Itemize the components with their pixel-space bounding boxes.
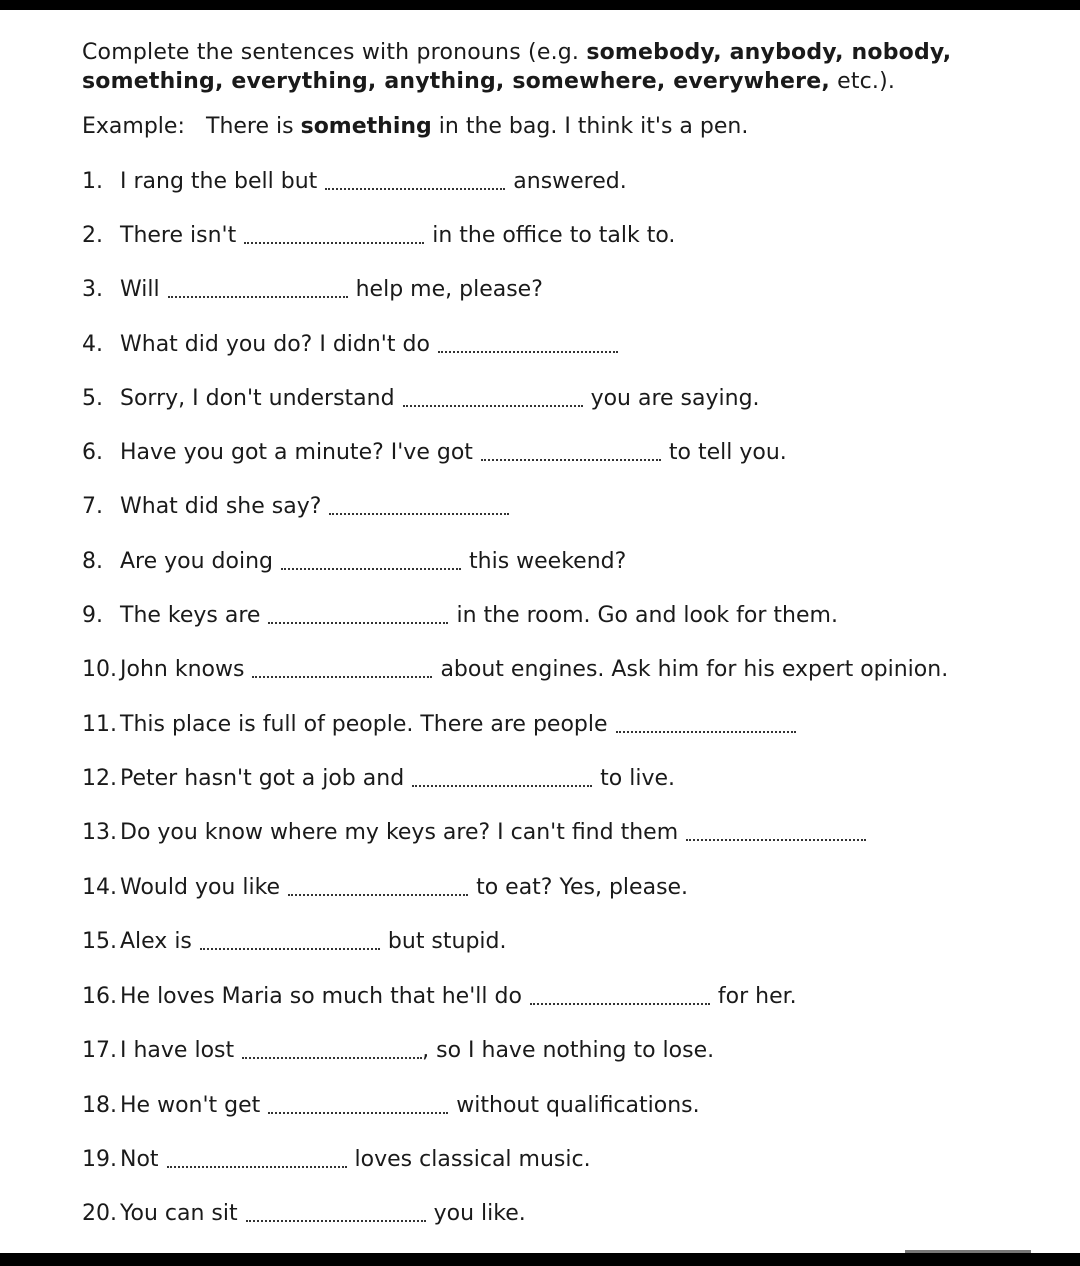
item-text-before: I rang the bell but — [120, 169, 318, 194]
answer-blank[interactable] — [246, 1199, 426, 1229]
exercise-item — [82, 167, 627, 197]
item-text-before: What did you do? I didn't do — [120, 332, 430, 357]
exercise-item — [82, 764, 675, 794]
item-number: 8. — [82, 549, 103, 574]
item-text-after: answered. — [513, 169, 627, 194]
item-text-after: help me, please? — [355, 277, 543, 302]
answer-blank[interactable] — [167, 1145, 347, 1175]
item-text-after: this weekend? — [469, 549, 627, 574]
item-text-before: Would you like — [120, 875, 281, 900]
answer-blank[interactable] — [288, 873, 468, 903]
item-text-before: Will — [120, 277, 160, 302]
exercise-item — [82, 601, 838, 631]
item-number: 7. — [82, 494, 103, 519]
item-number: 5. — [82, 386, 103, 411]
answer-blank[interactable] — [168, 275, 348, 305]
item-text-after: about engines. Ask him for his expert opinion. — [440, 657, 949, 682]
item-text-before: What did she say? — [120, 494, 322, 519]
item-number: 19. — [82, 1147, 117, 1172]
answer-blank[interactable] — [329, 492, 509, 522]
item-text-before: I have lost — [120, 1038, 235, 1063]
item-text-before: Alex is — [120, 929, 192, 954]
instructions-tail: etc.). — [837, 69, 896, 94]
item-text-after: , so I have nothing to lose. — [422, 1038, 715, 1063]
answer-blank[interactable] — [242, 1036, 422, 1066]
item-text-after: to tell you. — [668, 440, 787, 465]
item-text-before: The keys are — [120, 603, 261, 628]
example-label: Example: — [82, 114, 185, 139]
item-number: 18. — [82, 1093, 117, 1118]
item-text-before: Do you know where my keys are? I can't find them — [120, 820, 679, 845]
example-after: in the bag. I think it's a pen. — [438, 114, 749, 139]
exercise-item — [82, 547, 626, 577]
instructions-lead: Complete the sentences with pronouns (e.g. — [82, 40, 580, 65]
exercise-item — [82, 927, 507, 957]
answer-blank[interactable] — [403, 384, 583, 414]
exercise-item — [82, 1036, 714, 1066]
item-number: 2. — [82, 223, 103, 248]
exercise-item — [82, 221, 675, 251]
exercise-item — [82, 710, 804, 740]
exercise-item — [82, 1199, 526, 1229]
item-text-before: This place is full of people. There are people — [120, 712, 608, 737]
item-text-after: to eat? Yes, please. — [476, 875, 689, 900]
item-text-before: Sorry, I don't understand — [120, 386, 395, 411]
instructions — [82, 38, 1042, 96]
example-answer: something — [300, 114, 432, 139]
item-number: 6. — [82, 440, 103, 465]
exercise-item — [82, 1091, 700, 1121]
answer-blank[interactable] — [268, 1091, 448, 1121]
answer-blank[interactable] — [325, 167, 505, 197]
item-text-before: Peter hasn't got a job and — [120, 766, 405, 791]
item-text-after: but stupid. — [387, 929, 507, 954]
exercise-item — [82, 438, 787, 468]
item-text-after: in the office to talk to. — [432, 223, 676, 248]
item-text-before: Not — [120, 1147, 159, 1172]
item-text-before: There isn't — [120, 223, 237, 248]
item-text-after: you like. — [433, 1201, 526, 1226]
item-text-before: He loves Maria so much that he'll do — [120, 984, 522, 1009]
item-text-before: Are you doing — [120, 549, 274, 574]
item-text-before: John knows — [120, 657, 245, 682]
answer-blank[interactable] — [244, 221, 424, 251]
answer-blank[interactable] — [268, 601, 448, 631]
answer-blank[interactable] — [200, 927, 380, 957]
answer-blank[interactable] — [438, 330, 618, 360]
answer-blank[interactable] — [530, 982, 710, 1012]
item-number: 9. — [82, 603, 103, 628]
exercise-item — [82, 275, 543, 305]
item-text-after: loves classical music. — [354, 1147, 591, 1172]
item-number: 3. — [82, 277, 103, 302]
item-text-before: You can sit — [120, 1201, 238, 1226]
exercise-item — [82, 1145, 591, 1175]
item-number: 10. — [82, 657, 117, 682]
exercise-item — [82, 818, 874, 848]
answer-blank[interactable] — [616, 710, 796, 740]
exercise-item — [82, 655, 948, 685]
item-text-before: Have you got a minute? I've got — [120, 440, 473, 465]
item-text-after: for her. — [717, 984, 797, 1009]
answer-blank[interactable] — [481, 438, 661, 468]
answer-blank[interactable] — [686, 818, 866, 848]
item-text-after: without qualifications. — [456, 1093, 700, 1118]
exercise-item — [82, 330, 626, 360]
exercise-item — [82, 873, 688, 903]
item-number: 20. — [82, 1201, 117, 1226]
answer-blank[interactable] — [252, 655, 432, 685]
item-text-after: you are saying. — [590, 386, 760, 411]
exercise-item — [82, 982, 797, 1012]
item-number: 13. — [82, 820, 117, 845]
exercise-item — [82, 492, 517, 522]
answer-blank[interactable] — [281, 547, 461, 577]
item-number: 17. — [82, 1038, 117, 1063]
exercise-item — [82, 384, 760, 414]
item-number: 4. — [82, 332, 103, 357]
item-number: 12. — [82, 766, 117, 791]
worksheet-page — [0, 10, 1080, 1253]
answer-blank[interactable] — [412, 764, 592, 794]
item-number: 1. — [82, 169, 103, 194]
example-before: There is — [206, 114, 294, 139]
instructions-examples-2: something, everything, anything, somewhere, everywhere, — [82, 69, 830, 94]
item-number: 16. — [82, 984, 117, 1009]
bottom-scroll-indicator — [905, 1250, 1031, 1253]
item-number: 15. — [82, 929, 117, 954]
item-text-after: in the room. Go and look for them. — [456, 603, 838, 628]
instructions-examples-1: somebody, anybody, nobody, — [586, 40, 952, 65]
item-text-before: He won't get — [120, 1093, 261, 1118]
item-number: 14. — [82, 875, 117, 900]
example-sentence — [82, 112, 748, 141]
item-text-after: to live. — [600, 766, 676, 791]
item-number: 11. — [82, 712, 117, 737]
